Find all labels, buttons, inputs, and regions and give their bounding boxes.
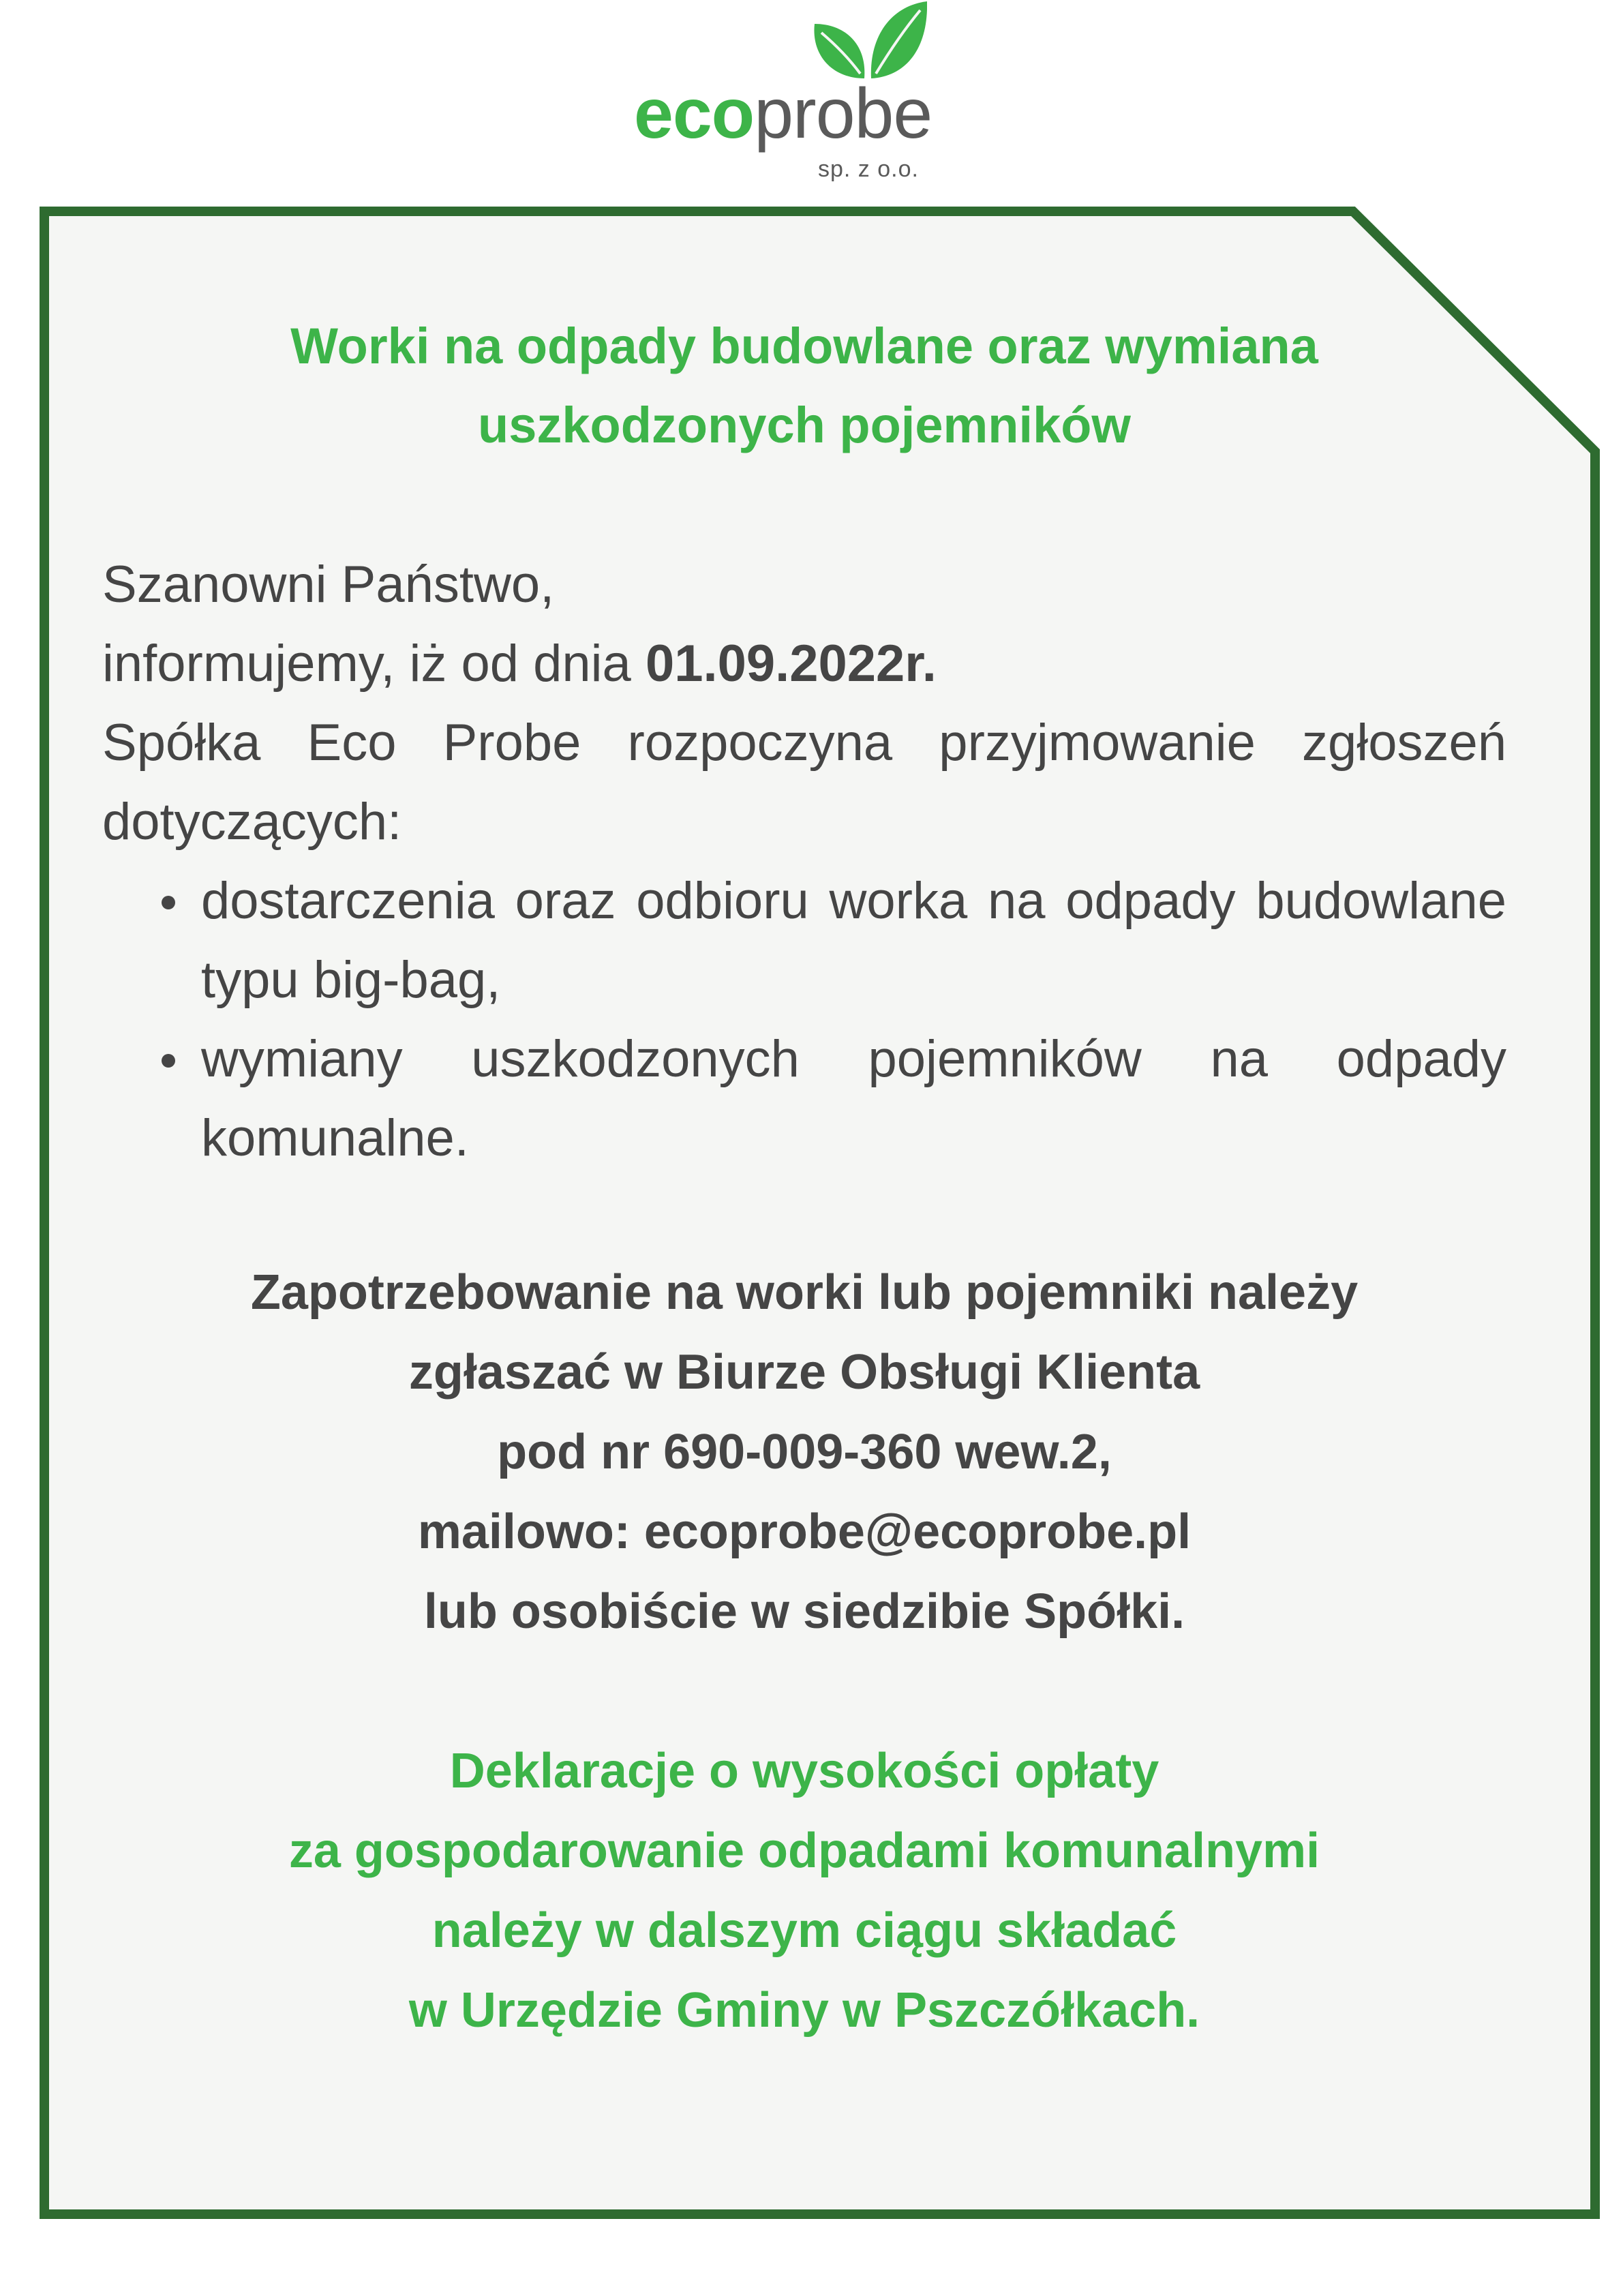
declaration-line: za gospodarowanie odpadami komunalnymi [288, 1824, 1320, 1878]
declaration-line: w Urzędzie Gminy w Pszczółkach. [408, 1983, 1200, 2038]
logo-probe-text: probe [754, 74, 932, 153]
intro-section [102, 545, 1506, 1178]
info-prefix: informujemy, iż od dnia [102, 635, 646, 693]
info-line [102, 624, 1506, 704]
declaration-section [102, 1732, 1506, 2051]
logo-wordmark [634, 76, 941, 151]
list-item: wymiany uszkodzonych pojemników na odpady komunalne. [201, 1020, 1506, 1178]
logo-eco-text: eco [634, 74, 755, 153]
contact-line: lub osobiście w siedzibie Spółki. [423, 1584, 1185, 1639]
contact-phone-line: pod nr 690-009-360 wew.2, [497, 1425, 1112, 1479]
list-item: dostarczenia oraz odbioru worka na odpady budowlane typu big-bag, [201, 862, 1506, 1020]
leaves-icon [811, 0, 927, 82]
logo-company-form: sp. z o.o. [818, 156, 919, 182]
contact-line: Zapotrzebowanie na worki lub pojemniki należy [250, 1265, 1359, 1320]
contact-line: zgłaszać w Biurze Obsługi Klienta [408, 1345, 1200, 1400]
greeting: Szanowni Państwo, [102, 556, 555, 614]
start-date: 01.09.2022r. [645, 635, 937, 693]
declaration-line: należy w dalszym ciągu składać [431, 1903, 1177, 1958]
contact-section [102, 1253, 1506, 1652]
services-list [102, 862, 1506, 1178]
notice-content [102, 307, 1506, 2051]
company-logo [634, 0, 941, 184]
contact-email-line: mailowo: ecoprobe@ecoprobe.pl [417, 1505, 1192, 1559]
company-text: Spółka Eco Probe rozpoczyna przyjmowanie zgłoszeń dotyczących: [102, 714, 1506, 851]
declaration-line: Deklaracje o wysokości opłaty [449, 1744, 1159, 1798]
notice-title: Worki na odpady budowlane oraz wymiana uszkodzonych pojemników [290, 318, 1318, 453]
